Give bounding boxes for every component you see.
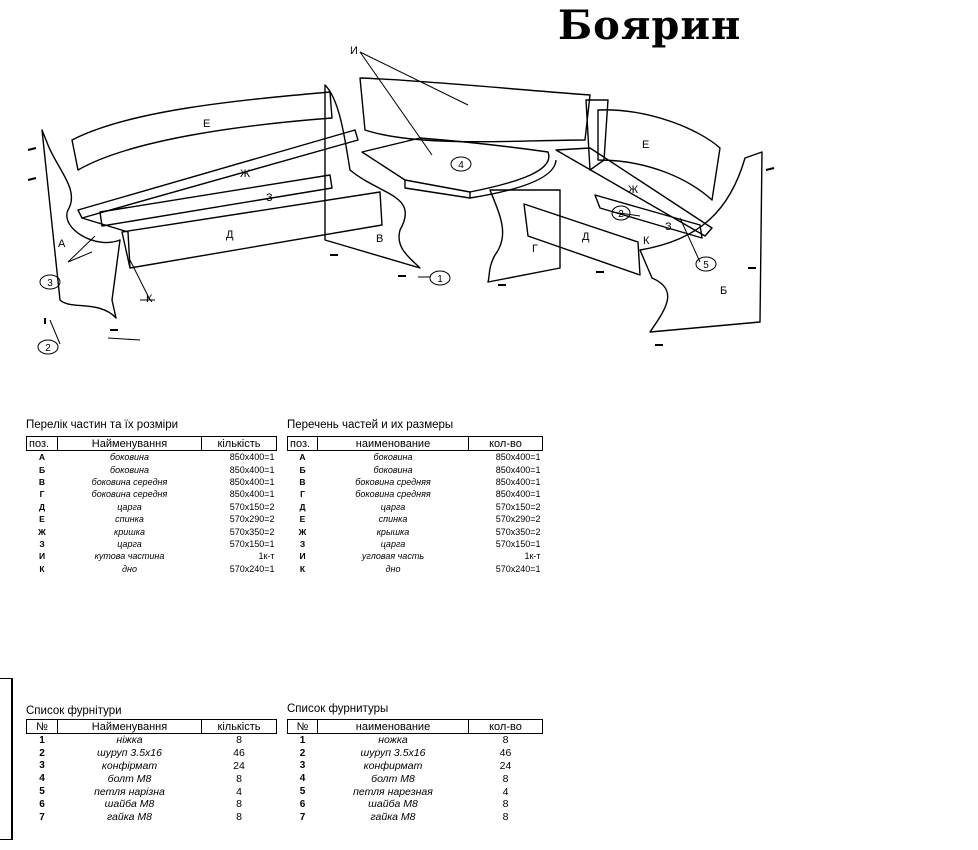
- row-quantity: 24: [499, 759, 512, 772]
- table-row: [288, 501, 543, 513]
- label-Z-left: З: [266, 192, 273, 204]
- row-name: боковина средняя: [355, 489, 431, 500]
- row-name: царга: [380, 501, 406, 512]
- callout-1: 1: [437, 274, 443, 285]
- label-D-left: Д: [226, 229, 234, 241]
- row-name: спинка: [378, 514, 408, 525]
- table-row: [27, 785, 277, 798]
- row-name: царга: [117, 501, 142, 512]
- label-I: И: [350, 45, 358, 57]
- row-quantity: 4: [236, 785, 242, 798]
- row-quantity: 8: [236, 772, 242, 785]
- row-quantity: 8: [502, 798, 509, 811]
- parts-table-ua: [26, 436, 277, 575]
- row-quantity: 8: [236, 798, 242, 811]
- middle-side-panel-V: [325, 85, 420, 268]
- row-name: болт М8: [371, 772, 415, 785]
- left-lid-ZH: [78, 130, 358, 218]
- left-frame-border: [0, 678, 13, 840]
- table-row: [27, 501, 277, 513]
- parts-ua-title: Перелік частин та їх розміри: [26, 419, 179, 431]
- row-quantity: 570х290=2: [495, 514, 541, 525]
- table-row: [27, 451, 277, 464]
- row-quantity: 1к-т: [258, 551, 275, 562]
- table-row: [27, 550, 277, 562]
- row-quantity: 24: [233, 759, 245, 772]
- table-row: [27, 463, 277, 475]
- table-row: [27, 772, 277, 785]
- left-front-rail-Z: [100, 175, 332, 226]
- corner-table-edge: [405, 160, 556, 198]
- table-row: [27, 734, 277, 747]
- table-row: [288, 563, 543, 575]
- callout-2-right: 2: [618, 209, 624, 220]
- row-position: И: [299, 551, 306, 562]
- table-row: [288, 772, 543, 785]
- row-position: 3: [299, 760, 306, 772]
- row-name: царга: [380, 538, 406, 549]
- hardware-table-ua: [26, 719, 277, 824]
- column-header: наименование: [318, 720, 469, 734]
- parts-table-ru: [287, 436, 543, 575]
- column-header: наименование: [318, 437, 469, 451]
- row-name: боковина: [373, 464, 413, 475]
- callout-4: 4: [458, 160, 464, 171]
- row-position: 4: [299, 773, 306, 785]
- row-position: З: [299, 538, 306, 549]
- row-quantity: 8: [502, 811, 509, 824]
- row-position: Е: [299, 514, 306, 525]
- column-header: кількість: [202, 720, 277, 734]
- table-row: [288, 463, 543, 475]
- row-position: Г: [39, 489, 45, 500]
- row-position: 6: [39, 798, 45, 810]
- row-position: Г: [300, 489, 305, 500]
- table-row: [288, 525, 543, 537]
- label-Z-right: З: [665, 221, 672, 233]
- hardware-ua-title: Список фурнітури: [26, 705, 122, 717]
- right-side-panel-B: [640, 152, 762, 332]
- table-row: [27, 513, 277, 525]
- assembly-diagram: [20, 45, 780, 360]
- table-row: [27, 538, 277, 550]
- table-row: [288, 550, 543, 562]
- row-name: боковина: [110, 464, 149, 475]
- row-quantity: 570х150=2: [495, 501, 541, 512]
- table-row: [288, 811, 543, 824]
- parts-ru-title: Перечень частей и их размеры: [287, 419, 454, 431]
- row-position: 6: [299, 798, 306, 810]
- row-position: А: [38, 452, 46, 463]
- row-name: шайба М8: [104, 798, 155, 811]
- column-header: поз.: [288, 437, 318, 451]
- row-name: боковина средняя: [355, 476, 431, 487]
- row-quantity: 8: [236, 811, 242, 824]
- table-row: [27, 476, 277, 488]
- row-name: угловая часть: [361, 551, 425, 562]
- row-name: спинка: [115, 514, 144, 525]
- label-E-left: Е: [203, 118, 211, 130]
- column-header: №: [27, 720, 58, 734]
- row-name: ніжка: [116, 734, 143, 747]
- table-row: [288, 488, 543, 500]
- table-row: [288, 798, 543, 811]
- row-quantity: 850х400=1: [229, 464, 275, 475]
- label-V: В: [376, 233, 384, 245]
- row-name: болт М8: [107, 772, 152, 785]
- row-position: Д: [38, 501, 46, 512]
- row-position: 2: [299, 747, 306, 759]
- row-position: 3: [39, 760, 45, 772]
- column-header: Найменування: [58, 720, 202, 734]
- row-quantity: 8: [236, 734, 242, 747]
- row-name: боковина середня: [91, 489, 168, 500]
- table-row: [27, 798, 277, 811]
- callout-2-left: 2: [45, 343, 51, 354]
- row-position: З: [39, 538, 45, 549]
- table-row: [288, 760, 543, 773]
- table-row: [288, 538, 543, 550]
- row-quantity: 850х400=1: [495, 489, 541, 500]
- row-quantity: 8: [502, 734, 509, 747]
- row-quantity: 850х400=1: [229, 476, 275, 487]
- row-position: Ж: [298, 526, 307, 537]
- row-position: Ж: [38, 526, 46, 537]
- left-side-panel-A: [42, 130, 120, 318]
- column-header: поз.: [27, 437, 58, 451]
- row-quantity: 850х400=1: [495, 464, 541, 475]
- row-quantity: 570х350=2: [495, 526, 541, 537]
- corner-table-top: [362, 138, 549, 192]
- row-name: гайка М8: [370, 811, 416, 824]
- row-position: 5: [299, 786, 306, 798]
- row-name: боковина: [110, 452, 149, 463]
- row-name: боковина: [373, 452, 413, 463]
- table-row: [288, 734, 543, 747]
- row-name: конфірмат: [101, 759, 158, 772]
- row-quantity: 850х400=1: [495, 452, 541, 463]
- column-header: кількість: [202, 437, 277, 451]
- label-D-right: Д: [582, 231, 590, 243]
- left-apron-D: [122, 192, 382, 268]
- row-name: петля нарезная: [353, 785, 433, 798]
- row-name: дно: [385, 563, 401, 574]
- row-quantity: 8: [502, 772, 509, 785]
- row-name: шайба М8: [368, 798, 418, 811]
- row-position: 5: [39, 786, 45, 798]
- row-quantity: 850х400=1: [229, 489, 275, 500]
- row-quantity: 570х150=1: [229, 538, 275, 549]
- row-position: Б: [38, 464, 46, 475]
- row-quantity: 570х350=2: [229, 526, 275, 537]
- row-quantity: 4: [502, 785, 509, 798]
- row-quantity: 570х290=2: [229, 514, 275, 525]
- callout-3: 3: [47, 278, 53, 289]
- table-row: [27, 747, 277, 760]
- hardware-ru-title: Список фурнитуры: [287, 703, 389, 715]
- row-quantity: 570х240=1: [495, 563, 541, 574]
- row-name: конфирмат: [363, 759, 423, 772]
- row-quantity: 46: [233, 747, 245, 760]
- row-name: гайка М8: [106, 811, 153, 824]
- column-header: Найменування: [58, 437, 202, 451]
- corner-back-I: [360, 78, 590, 142]
- row-position: 1: [299, 734, 306, 746]
- row-name: дно: [122, 563, 137, 574]
- label-A: А: [58, 238, 66, 250]
- label-ZH-left: Ж: [240, 168, 251, 180]
- callout-5: 5: [703, 260, 709, 271]
- row-quantity: 850х400=1: [229, 452, 275, 463]
- table-row: [27, 563, 277, 575]
- row-quantity: 1к-т: [524, 551, 541, 562]
- table-row: [288, 747, 543, 760]
- label-ZH-right: Ж: [628, 184, 639, 196]
- table-row: [288, 476, 543, 488]
- label-K-right: К: [643, 235, 650, 247]
- row-name: кришка: [114, 526, 145, 537]
- row-position: 2: [39, 747, 45, 759]
- row-quantity: 570х150=1: [495, 538, 541, 549]
- row-name: боковина середня: [91, 476, 168, 487]
- row-name: петля нарізна: [94, 785, 165, 798]
- row-name: крышка: [376, 526, 410, 537]
- row-position: А: [299, 452, 306, 463]
- row-position: 7: [39, 811, 45, 823]
- row-position: Е: [39, 514, 45, 525]
- row-position: В: [38, 476, 46, 487]
- page-title: Боярин: [558, 2, 742, 49]
- label-E-right: Е: [642, 139, 650, 151]
- row-name: шуруп 3.5х16: [360, 747, 426, 760]
- table-row: [27, 811, 277, 824]
- row-quantity: 850х400=1: [495, 476, 541, 487]
- row-position: Б: [299, 464, 306, 475]
- table-row: [27, 488, 277, 500]
- row-name: царга: [117, 538, 142, 549]
- row-quantity: 570х150=2: [229, 501, 275, 512]
- row-position: 1: [39, 734, 45, 746]
- row-name: кутова частина: [94, 551, 165, 562]
- right-backrest-E: [598, 110, 720, 200]
- row-name: шуруп 3.5х16: [97, 747, 162, 760]
- row-position: И: [38, 551, 46, 562]
- row-position: 4: [39, 773, 45, 785]
- row-quantity: 46: [499, 747, 512, 760]
- row-name: ножка: [378, 734, 408, 747]
- label-B: Б: [720, 285, 728, 297]
- label-G: Г: [532, 243, 538, 255]
- table-row: [27, 760, 277, 773]
- table-row: [288, 451, 543, 464]
- row-position: 7: [299, 811, 306, 823]
- hardware-table-ru: [287, 719, 543, 824]
- column-header: кол-во: [469, 437, 543, 451]
- label-K-left: К: [146, 293, 153, 305]
- row-quantity: 570х240=1: [229, 563, 275, 574]
- row-position: Д: [299, 501, 306, 512]
- column-header: кол-во: [469, 720, 543, 734]
- row-position: В: [299, 476, 306, 487]
- row-position: К: [299, 563, 306, 574]
- table-row: [288, 513, 543, 525]
- table-row: [288, 785, 543, 798]
- column-header: №: [288, 720, 318, 734]
- table-row: [27, 525, 277, 537]
- row-position: К: [39, 563, 45, 574]
